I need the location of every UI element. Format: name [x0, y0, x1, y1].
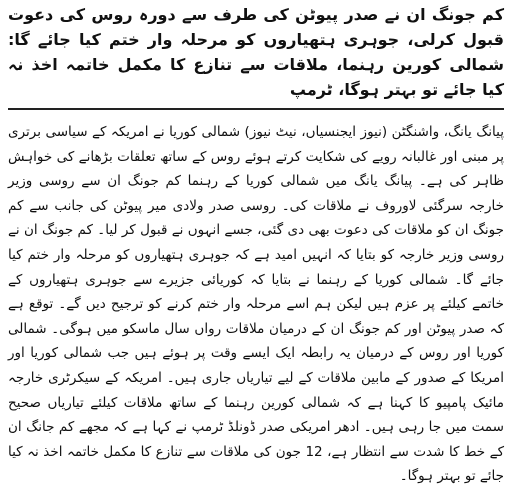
- headline-divider: [8, 108, 504, 110]
- article-headline: کم جونگ ان نے صدر پیوٹن کی طرف سے دورہ روس کی دعوت قبول کرلی، جوہری ہتھیاروں کو مرحلہ وار ختم کیا جائے گا: شمالی کورین رہنما، ملاقات سے تنازع کا مکمل خاتمہ اخذ نہ کیا جائے تو بہتر ہوگا، ٹرمپ: [8, 5, 504, 99]
- article-body: پیانگ یانگ، واشنگٹن (نیوز ایجنسیاں، نیٹ نیوز) شمالی کوریا نے امریکہ کے سیاسی برتری پر مبنی اور غالبانہ رویے کی شکایت کرتے ہوئے روس کے ساتھ تعلقات بڑھانے کی خواہش ظاہر کی ہے۔ پیانگ یانگ میں شمالی کوریا کے رہنما کم جونگ ان سے روسی وزیر خارجہ سرگئی لاوروف نے ملاقات کی۔ روسی صدر ولادی میر پیوٹن کی جانب سے کم جونگ ان کو ملاقات کی دعوت بھی دی گئی، جسے انہوں نے قبول کر لیا۔ کم جونگ ان نے روسی وزیر خارجہ کو بتایا کہ انہیں امید ہے کہ جوہری ہتھیاروں کو مرحلہ وار ختم کیا جائے گا۔ شمالی کوریا کے رہنما نے بتایا کہ کوریائی جزیرے سے جوہری ہتھیاروں کے خاتمے کیلئے پر عزم ہیں لیکن ہم اسے مرحلہ وار ختم کرنے کو ترجیح دیں گے۔ توقع ہے کہ صدر پیوٹن اور کم جونگ ان کے درمیان ملاقات رواں سال ماسکو میں ہوگی۔ شمالی کوریا اور روس کے درمیان یہ رابطہ ایک ایسے وقت پر ہوئے ہیں جب شمالی کوریا اور امریکا کے صدور کے مابین ملاقات کے لیے تیاریاں جاری ہیں۔ امریکہ کے سیکرٹری خارجہ مائیک پامپیو کا کہنا ہے کہ شمالی کورین رہنما کے ساتھ ملاقات کیلئے تیاریاں صحیح سمت میں جا رہی ہیں۔ ادھر امریکی صدر ڈونلڈ ٹرمپ نے کہا ہے کہ مجھے کم جانگ ان کے خط کا شدت سے انتظار ہے، 12 جون کی ملاقات سے تنازع کا مکمل خاتمہ اخذ نہ کیا جائے تو بہتر ہوگا۔: [8, 124, 504, 485]
